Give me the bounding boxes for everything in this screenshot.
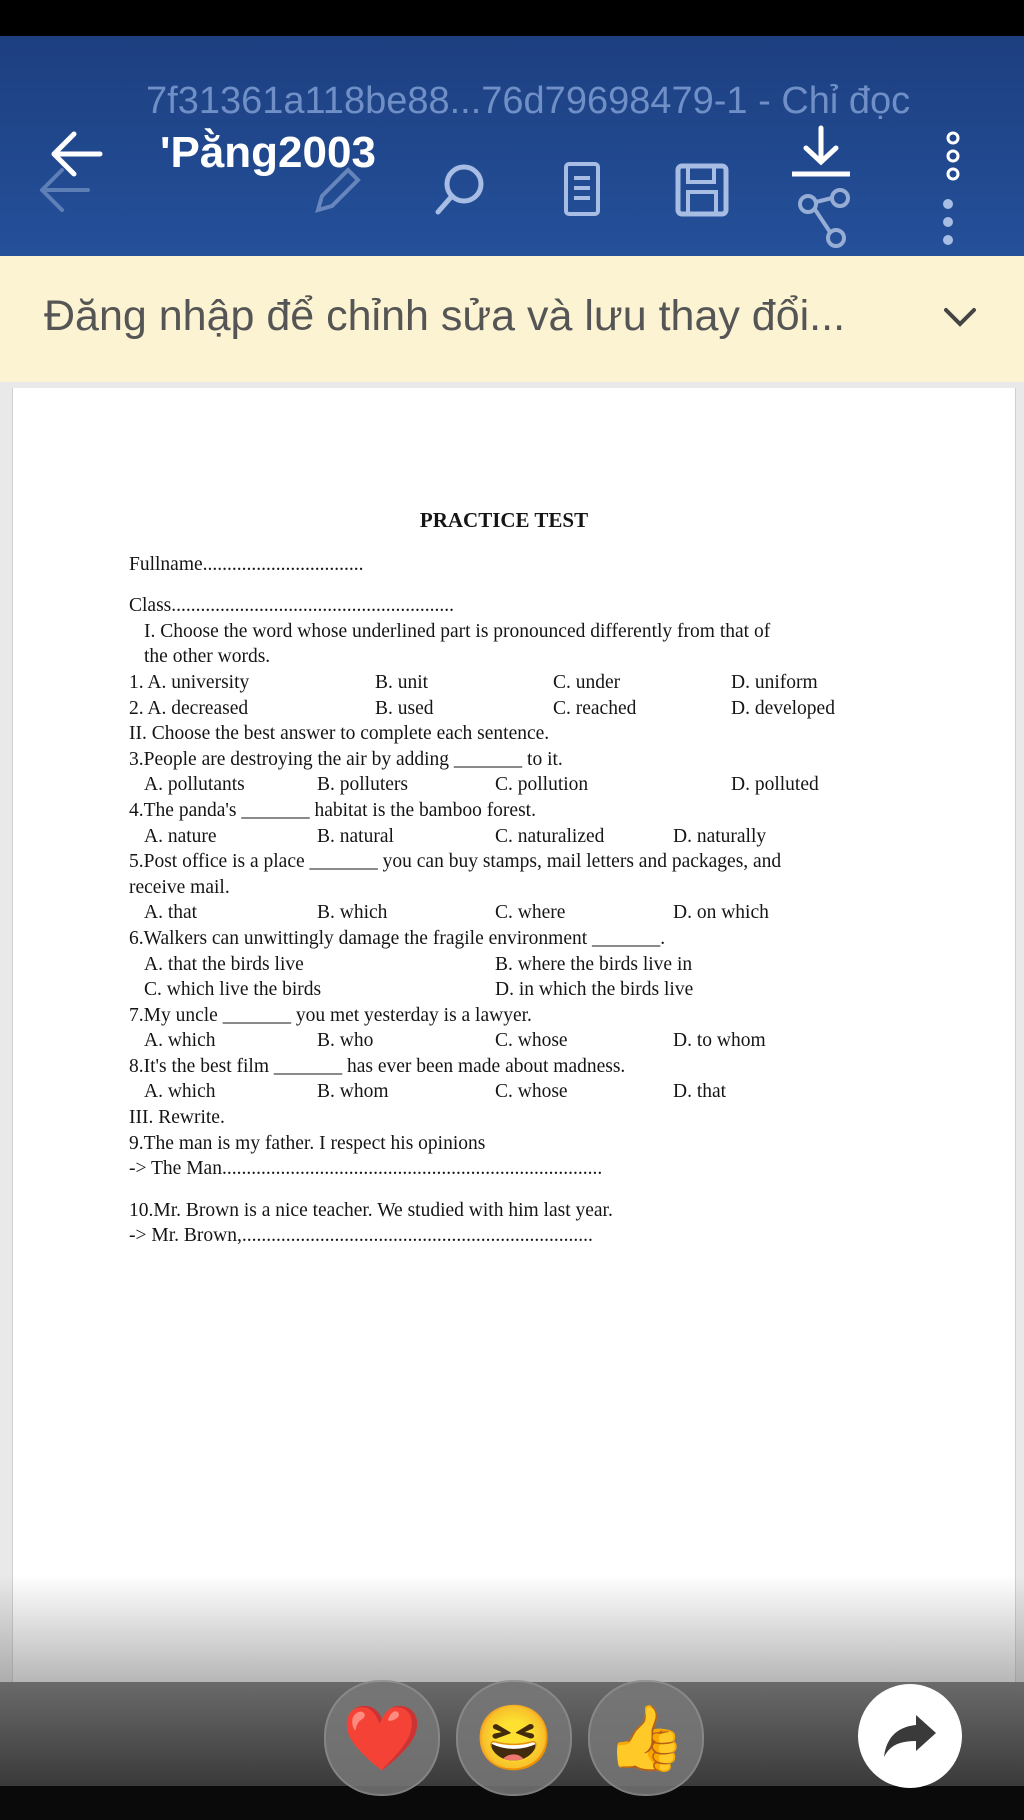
options-row [129, 1028, 929, 1054]
options-row [129, 772, 929, 798]
section-3-instruction: III. Rewrite. [129, 1107, 225, 1129]
thumbs-up-icon: 👍 [606, 1701, 686, 1774]
option: B. used [375, 697, 434, 719]
option: D. polluted [731, 774, 819, 796]
option: 2. A. decreased [129, 697, 249, 719]
question-9: 9.The man is my father. I respect his opinions [129, 1132, 486, 1154]
search-icon[interactable] [430, 160, 490, 220]
option: B. whom [317, 1081, 389, 1103]
option: B. where the birds live in [495, 953, 693, 975]
question-row [129, 696, 929, 722]
option: B. which [317, 902, 388, 924]
fullname-line: Fullname................................. [129, 553, 364, 575]
question-10: 10.Mr. Brown is a nice teacher. We studied with him last year. [129, 1199, 613, 1221]
pencil-icon[interactable] [308, 162, 364, 218]
option: A. nature [144, 825, 217, 847]
heart-icon: ❤️ [342, 1701, 422, 1774]
class-line: Class.......................................................... [129, 595, 455, 617]
share-arrow-icon [880, 1711, 940, 1761]
practice-test-sheet [129, 508, 929, 1249]
option: C. under [553, 671, 621, 693]
section-2-instruction: II. Choose the best answer to complete each sentence. [129, 723, 550, 745]
overlay-username: 'Pằng2003 [160, 128, 376, 177]
option: D. developed [731, 697, 835, 719]
options-row [129, 1079, 929, 1105]
question-9-answer-line: -> The Man.............................................................................. [129, 1158, 603, 1180]
question-3: 3.People are destroying the air by adding _______ to it. [129, 748, 563, 770]
options-row [129, 900, 929, 926]
app-toolbar [0, 36, 1024, 256]
question-5: 5.Post office is a place _______ you can buy stamps, mail letters and packages, and [129, 851, 782, 873]
options-row [129, 952, 929, 978]
option: A. pollutants [144, 774, 245, 796]
option: C. naturalized [495, 825, 605, 847]
sign-in-banner[interactable] [0, 256, 1024, 385]
share-icon[interactable] [796, 186, 852, 252]
option: B. natural [317, 825, 394, 847]
back-arrow-ghost-icon [36, 164, 92, 216]
download-icon[interactable] [786, 124, 856, 184]
option: D. to whom [673, 1030, 766, 1052]
option: D. naturally [673, 825, 767, 847]
bottom-fade [0, 1575, 1024, 1685]
haha-reaction-button[interactable] [456, 1680, 572, 1796]
save-icon[interactable] [672, 160, 732, 220]
question-7: 7.My uncle _______ you met yesterday is a lawyer. [129, 1004, 532, 1026]
question-6: 6.Walkers can unwittingly damage the fragile environment _______. [129, 927, 666, 949]
document-page [12, 388, 1016, 1686]
option: C. pollution [495, 774, 589, 796]
option: C. whose [495, 1030, 568, 1052]
option: C. reached [553, 697, 637, 719]
sign-in-banner-text: Đăng nhập để chỉnh sửa và lưu thay đổi... [44, 292, 846, 340]
question-4: 4.The panda's _______ habitat is the bamboo forest. [129, 799, 536, 821]
option: B. polluters [317, 774, 408, 796]
option: B. unit [375, 671, 429, 693]
question-10-answer-line: -> Mr. Brown,........................................................................ [129, 1225, 593, 1247]
share-button[interactable] [858, 1684, 962, 1788]
option: A. which [144, 1030, 216, 1052]
options-row [129, 824, 929, 850]
document-viewer[interactable] [0, 382, 1024, 1682]
option: A. which [144, 1081, 216, 1103]
option: A. that [144, 902, 198, 924]
laughing-face-icon: 😆 [474, 1701, 554, 1774]
section-1-instruction-cont: the other words. [144, 646, 271, 668]
document-title: 7f31361a118be88...76d79698479-1 - Chỉ đọc [146, 80, 911, 122]
option: B. who [317, 1030, 374, 1052]
more-icon[interactable] [938, 128, 968, 258]
question-5-cont: receive mail. [129, 876, 230, 898]
option: A. that the birds live [144, 953, 304, 975]
status-bar [0, 0, 1024, 36]
reading-view-icon[interactable] [558, 160, 606, 220]
option: C. which live the birds [144, 979, 322, 1001]
page-title: PRACTICE TEST [419, 508, 589, 532]
option: C. where [495, 902, 566, 924]
option: C. whose [495, 1081, 568, 1103]
options-row [129, 977, 929, 1003]
question-8: 8.It's the best film _______ has ever been made about madness. [129, 1055, 626, 1077]
option: 1. A. university [129, 671, 250, 693]
option: D. in which the birds live [495, 979, 694, 1001]
option: D. uniform [731, 671, 818, 693]
section-1-instruction: I. Choose the word whose underlined part is pronounced differently from that of [144, 620, 771, 642]
love-reaction-button[interactable] [324, 1680, 440, 1796]
question-row [129, 670, 929, 696]
option: D. on which [673, 902, 769, 924]
like-reaction-button[interactable] [588, 1680, 704, 1796]
chevron-down-icon[interactable] [942, 302, 978, 337]
option: D. that [673, 1081, 727, 1103]
